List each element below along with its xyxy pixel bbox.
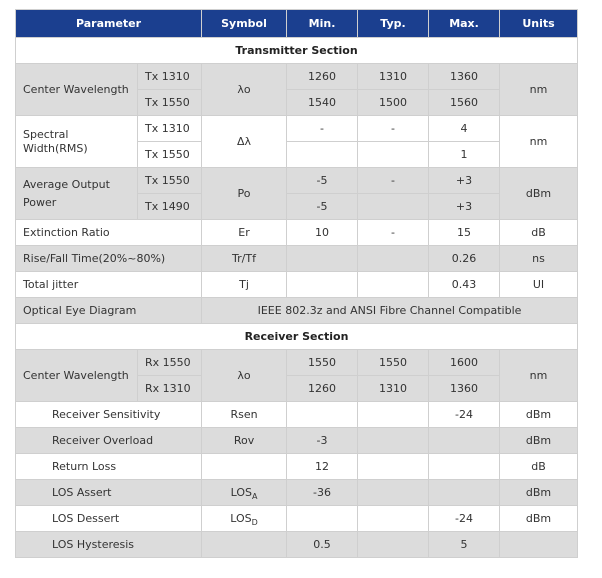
param-typ: - <box>358 220 429 246</box>
param-sub: Tx 1550 <box>138 168 202 194</box>
param-sub: Tx 1550 <box>138 142 202 168</box>
table-row <box>16 454 578 480</box>
param-min <box>287 506 358 532</box>
param-min: -5 <box>287 168 358 194</box>
param-label: Extinction Ratio <box>16 220 202 246</box>
param-symbol: Δλ <box>202 116 287 168</box>
param-value: IEEE 802.3z and ANSI Fibre Channel Compatible <box>202 298 578 324</box>
param-units: UI <box>500 272 578 298</box>
table-row <box>16 532 578 558</box>
param-typ: 1550 <box>358 350 429 376</box>
spec-table <box>15 9 578 558</box>
param-max: 1360 <box>429 64 500 90</box>
param-typ <box>358 428 429 454</box>
param-min: 1260 <box>287 64 358 90</box>
param-min: - <box>287 116 358 142</box>
param-units: dBm <box>500 506 578 532</box>
param-sub: Tx 1310 <box>138 64 202 90</box>
param-min: 12 <box>287 454 358 480</box>
param-typ <box>358 246 429 272</box>
symbol-subscript: D <box>251 517 258 527</box>
param-typ: 1500 <box>358 90 429 116</box>
param-typ <box>358 194 429 220</box>
param-units: dB <box>500 220 578 246</box>
param-label: Center Wavelength <box>16 64 138 116</box>
param-units: nm <box>500 350 578 402</box>
param-min: 1550 <box>287 350 358 376</box>
param-max: 1560 <box>429 90 500 116</box>
param-min: 1260 <box>287 376 358 402</box>
param-label: LOS Assert <box>16 480 202 506</box>
param-sub: Tx 1310 <box>138 116 202 142</box>
header-min: Min. <box>287 10 358 38</box>
header-parameter: Parameter <box>16 10 202 38</box>
param-sub: Rx 1310 <box>138 376 202 402</box>
param-typ <box>358 454 429 480</box>
table-row <box>16 480 578 506</box>
section-row <box>16 38 578 64</box>
param-typ <box>358 142 429 168</box>
param-label: Rise/Fall Time(20%~80%) <box>16 246 202 272</box>
param-symbol: Rov <box>202 428 287 454</box>
param-symbol: λo <box>202 350 287 402</box>
param-max: 1600 <box>429 350 500 376</box>
param-max <box>429 454 500 480</box>
param-max: 5 <box>429 532 500 558</box>
header-row <box>16 10 578 38</box>
header-typ: Typ. <box>358 10 429 38</box>
transmitter-section-title: Transmitter Section <box>16 38 578 64</box>
param-min <box>287 272 358 298</box>
table-row <box>16 402 578 428</box>
param-typ: 1310 <box>358 376 429 402</box>
param-min: -3 <box>287 428 358 454</box>
param-symbol: Rsen <box>202 402 287 428</box>
param-symbol: λo <box>202 64 287 116</box>
section-row <box>16 324 578 350</box>
param-units: dBm <box>500 168 578 220</box>
param-min: 10 <box>287 220 358 246</box>
param-max: 4 <box>429 116 500 142</box>
param-units: dBm <box>500 402 578 428</box>
param-symbol: Tj <box>202 272 287 298</box>
param-units: nm <box>500 116 578 168</box>
param-min: 1540 <box>287 90 358 116</box>
param-label: Center Wavelength <box>16 350 138 402</box>
param-min: 0.5 <box>287 532 358 558</box>
param-symbol: Po <box>202 168 287 220</box>
param-max: 1360 <box>429 376 500 402</box>
param-label: LOS Hysteresis <box>16 532 202 558</box>
spec-table-container <box>15 9 578 558</box>
param-label: Optical Eye Diagram <box>16 298 202 324</box>
param-sub: Tx 1490 <box>138 194 202 220</box>
param-symbol <box>202 532 287 558</box>
param-max: 1 <box>429 142 500 168</box>
param-symbol <box>202 480 287 506</box>
param-units: dB <box>500 454 578 480</box>
param-typ: 1310 <box>358 64 429 90</box>
symbol-main: LOS <box>230 485 252 499</box>
param-sub: Rx 1550 <box>138 350 202 376</box>
param-label: Return Loss <box>16 454 202 480</box>
param-max <box>429 428 500 454</box>
table-row <box>16 116 578 142</box>
param-min <box>287 142 358 168</box>
table-row <box>16 506 578 532</box>
param-typ <box>358 402 429 428</box>
param-max: +3 <box>429 194 500 220</box>
param-max: -24 <box>429 506 500 532</box>
table-row <box>16 168 578 194</box>
param-max: 15 <box>429 220 500 246</box>
param-min: -5 <box>287 194 358 220</box>
table-row <box>16 246 578 272</box>
param-label: Receiver Sensitivity <box>16 402 202 428</box>
param-max: -24 <box>429 402 500 428</box>
receiver-section-title: Receiver Section <box>16 324 578 350</box>
param-max: 0.43 <box>429 272 500 298</box>
param-typ <box>358 480 429 506</box>
param-typ: - <box>358 116 429 142</box>
param-min <box>287 402 358 428</box>
param-units: ns <box>500 246 578 272</box>
table-row <box>16 350 578 376</box>
param-units: dBm <box>500 480 578 506</box>
param-typ: - <box>358 168 429 194</box>
table-row <box>16 428 578 454</box>
table-row <box>16 220 578 246</box>
param-symbol: Tr/Tf <box>202 246 287 272</box>
header-symbol: Symbol <box>202 10 287 38</box>
param-label: Total jitter <box>16 272 202 298</box>
symbol-subscript: A <box>251 491 258 501</box>
param-max: 0.26 <box>429 246 500 272</box>
table-row <box>16 64 578 90</box>
param-units: nm <box>500 64 578 116</box>
param-label: Receiver Overload <box>16 428 202 454</box>
symbol-main: LOS <box>230 511 252 525</box>
param-label: Spectral Width(RMS) <box>16 116 138 168</box>
param-sub: Tx 1550 <box>138 90 202 116</box>
param-typ <box>358 272 429 298</box>
param-label: Average Output Power <box>16 168 138 220</box>
param-typ <box>358 506 429 532</box>
table-row <box>16 298 578 324</box>
header-max: Max. <box>429 10 500 38</box>
param-min: -36 <box>287 480 358 506</box>
param-symbol: Er <box>202 220 287 246</box>
param-symbol <box>202 454 287 480</box>
table-row <box>16 272 578 298</box>
param-max: +3 <box>429 168 500 194</box>
param-units <box>500 532 578 558</box>
param-typ <box>358 532 429 558</box>
param-min <box>287 246 358 272</box>
param-symbol <box>202 506 287 532</box>
param-units: dBm <box>500 428 578 454</box>
param-max <box>429 480 500 506</box>
param-label: LOS Dessert <box>16 506 202 532</box>
header-units: Units <box>500 10 578 38</box>
